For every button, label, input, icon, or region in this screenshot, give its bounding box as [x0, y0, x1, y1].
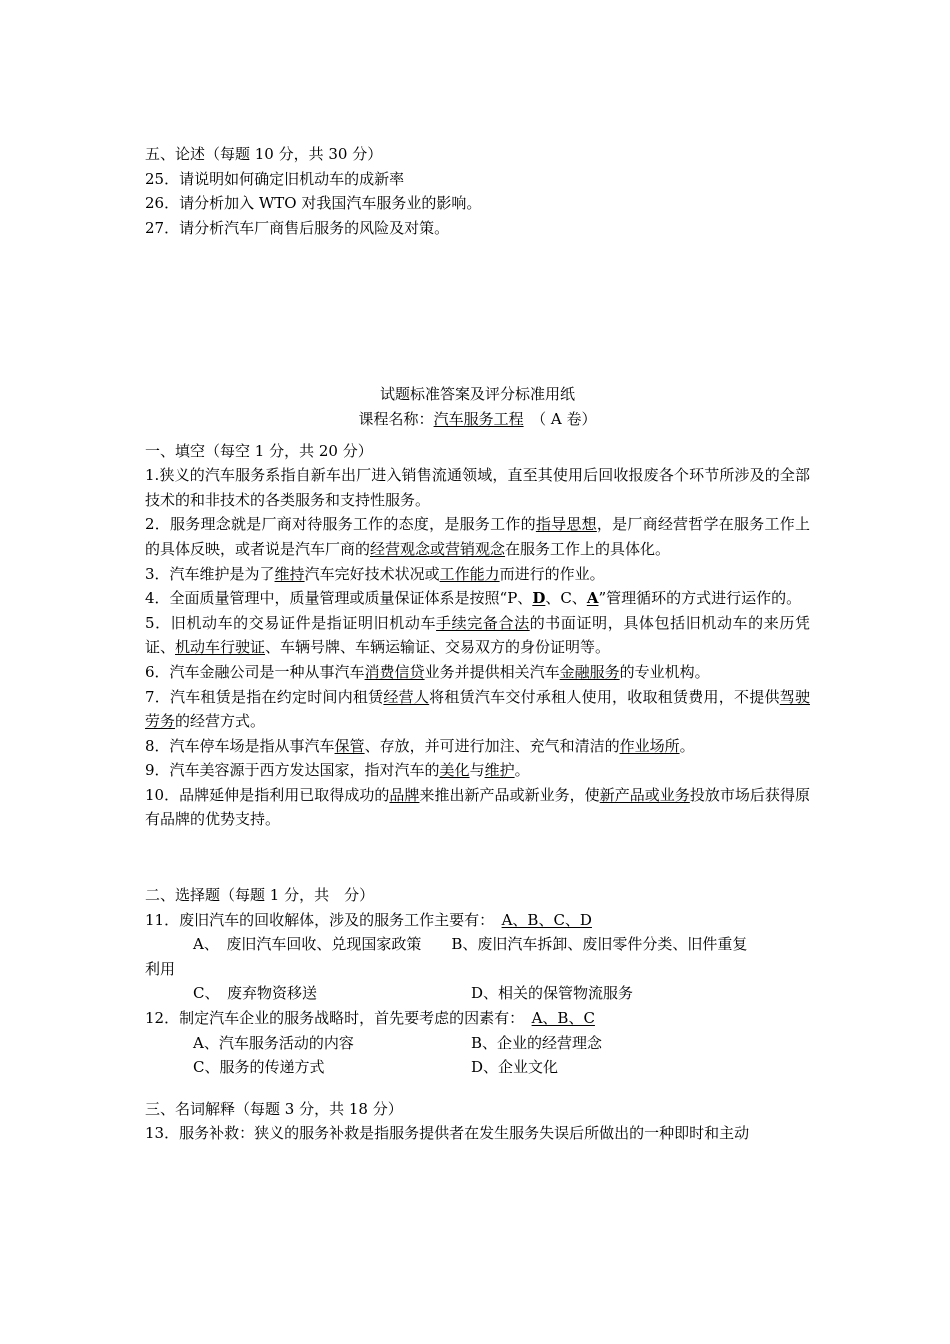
- answer-10: 10．品牌延伸是指利用已取得成功的品牌来推出新产品或新业务，使新产品或业务投放市场后获得原有品牌的优势支持。: [145, 785, 810, 829]
- answer-7: 7．汽车租赁是指在约定时间内租赁经营人将租赁汽车交付承租人使用，收取租赁费用，不提供驾驶劳务的经营方式。: [145, 687, 810, 731]
- section5-heading: 五、论述（每题 10 分，共 30 分）: [145, 145, 383, 163]
- answer-6: 6．汽车金融公司是一种从事汽车消费信贷业务并提供相关汽车金融服务的专业机构。: [145, 662, 710, 681]
- question-12-options-cd: C、服务的传递方式 D、企业文化: [193, 1058, 559, 1077]
- answer-2: 2．服务理念就是厂商对待服务工作的态度，是服务工作的指导思想，是厂商经营哲学在服务工作上的具体反映，或者说是汽车厂商的经营观念或营销观念在服务工作上的具体化。: [145, 515, 810, 558]
- question-11-options-cd: C、 废弃物资移送 D、相关的保管物流服务: [193, 984, 634, 1003]
- answer-13: 13．服务补救：狭义的服务补救是指服务提供者在发生服务失误后所做出的一种即时和主动: [145, 1124, 750, 1143]
- question-11: 11．废旧汽车的回收解体，涉及的服务工作主要有： A、B、C、D: [145, 910, 592, 929]
- question-26: 26．请分析加入 WTO 对我国汽车服务业的影响。: [145, 194, 482, 213]
- answer-sheet-title: 试题标准答案及评分标准用纸: [379, 385, 575, 404]
- question-12: 12．制定汽车企业的服务战略时，首先要考虑的因素有： A、B、C: [145, 1009, 595, 1028]
- answer-4: 4．全面质量管理中，质量管理或质量保证体系是按照“P、D、C、A”管理循环的方式进行运作的。: [145, 589, 802, 608]
- answer-12: A、B、C: [531, 1009, 595, 1028]
- question-11-options-ab: A、 废旧汽车回收、兑现国家政策 B、废旧汽车拆卸、废旧零件分类、旧件重复: [193, 935, 748, 954]
- paper-version: （ A 卷）: [523, 409, 597, 428]
- course-label: 课程名称：: [358, 409, 434, 428]
- answer-1: 1.狭义的汽车服务系指自新车出厂进入销售流通领域，直至其使用后回收报废各个环节所涉及的全部技术的和非技术的各类服务和支持性服务。: [145, 466, 810, 509]
- answer-11: A、B、C、D: [501, 910, 592, 929]
- question-25: 25．请说明如何确定旧机动车的成新率: [145, 169, 405, 188]
- course-name: 汽车服务工程: [433, 409, 524, 428]
- section1-heading: 一、填空（每空 1 分，共 20 分）: [145, 441, 373, 460]
- section3-heading: 三、名词解释（每题 3 分，共 18 分）: [145, 1099, 403, 1118]
- question-27: 27．请分析汽车厂商售后服务的风险及对策。: [145, 218, 450, 237]
- course-name-line: [145, 407, 810, 432]
- question-11-options-ab-cont: 利用: [145, 959, 176, 978]
- answer-8: 8．汽车停车场是指从事汽车保管、存放，并可进行加注、充气和清洁的作业场所。: [145, 736, 695, 755]
- question-12-options-ab: A、汽车服务活动的内容 B、企业的经营理念: [193, 1033, 603, 1052]
- answer-3: 3．汽车维护是为了维持汽车完好技术状况或工作能力而进行的作业。: [145, 564, 605, 583]
- section2-heading: 二、选择题（每题 1 分，共 分）: [145, 886, 375, 905]
- document-page: [145, 142, 810, 1146]
- answer-9: 9．汽车美容源于西方发达国家，指对汽车的美化与维护。: [145, 761, 530, 780]
- answer-5: 5．旧机动车的交易证件是指证明旧机动车手续完备合法的书面证明，具体包括旧机动车的来历凭证、机动车行驶证、车辆号牌、车辆运输证、交易双方的身份证明等。: [145, 613, 810, 657]
